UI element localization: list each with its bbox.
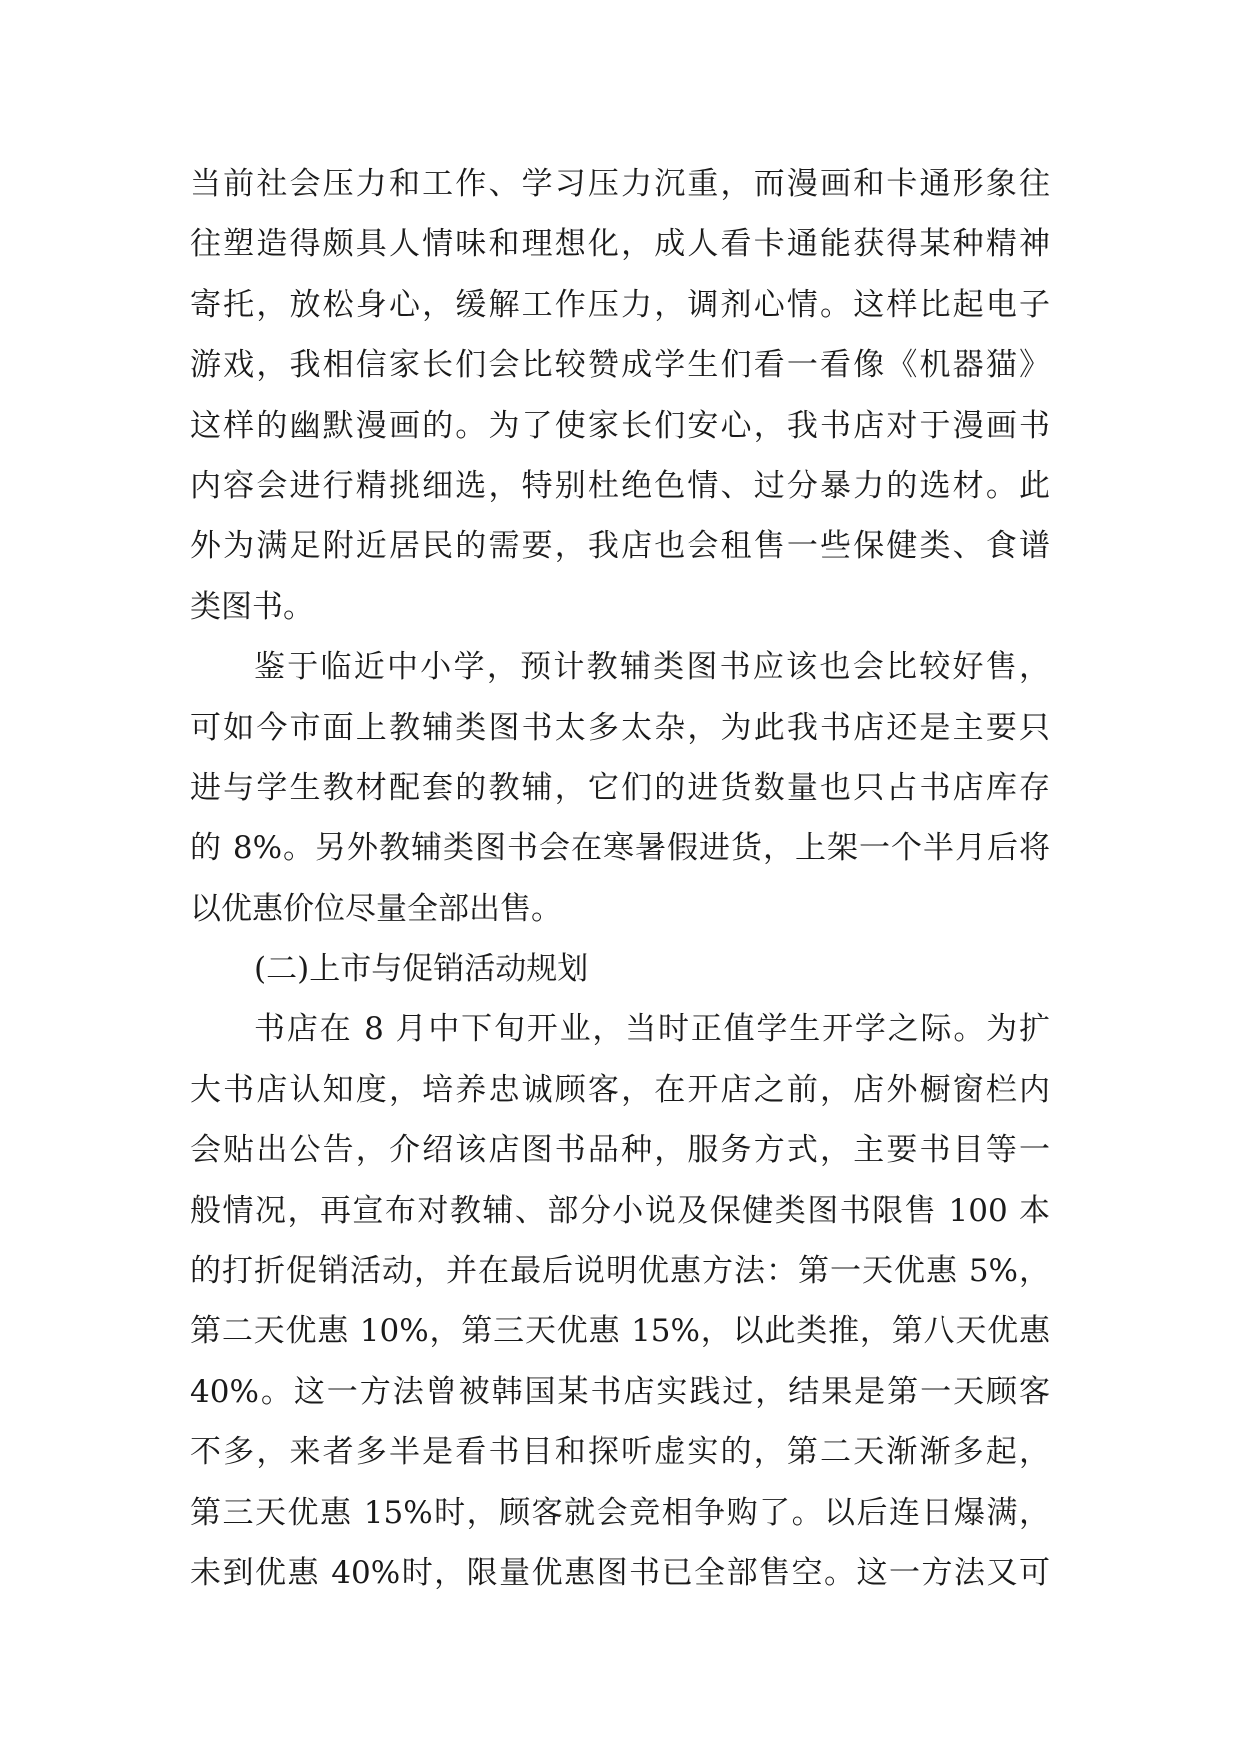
text-line: 可如今市面上教辅类图书太多太杂，为此我书店还是主要只 xyxy=(190,709,1050,746)
text-line: 大书店认知度，培养忠诚顾客，在开店之前，店外橱窗栏内 xyxy=(190,1071,1050,1108)
document-body xyxy=(190,154,1050,1603)
text-line: 以优惠价位尽量全部出售。 xyxy=(190,890,562,927)
text-line: 第三天优惠 15%时，顾客就会竞相争购了。以后连日爆满， xyxy=(190,1494,1050,1531)
text-line: 这样的幽默漫画的。为了使家长们安心，我书店对于漫画书 xyxy=(190,407,1050,444)
text-line: 内容会进行精挑细选，特别杜绝色情、过分暴力的选材。此 xyxy=(190,467,1050,504)
text-line: 寄托，放松身心，缓解工作压力，调剂心情。这样比起电子 xyxy=(190,286,1050,323)
text-line: 进与学生教材配套的教辅，它们的进货数量也只占书店库存 xyxy=(190,769,1050,806)
text-line: 外为满足附近居民的需要，我店也会租售一些保健类、食谱 xyxy=(190,528,1050,565)
text-line: 般情况，再宣布对教辅、部分小说及保健类图书限售 100 本 xyxy=(190,1192,1050,1229)
text-line: 的打折促销活动，并在最后说明优惠方法：第一天优惠 5%， xyxy=(190,1253,1050,1290)
text-line: 的 8%。另外教辅类图书会在寒暑假进货，上架一个半月后将 xyxy=(190,830,1050,867)
text-line: 往塑造得颇具人情味和理想化，成人看卡通能获得某种精神 xyxy=(190,226,1050,263)
text-line: 第二天优惠 10%，第三天优惠 15%，以此类推，第八天优惠 xyxy=(190,1313,1050,1350)
text-line: 会贴出公告，介绍该店图书品种，服务方式，主要书目等一 xyxy=(190,1132,1050,1169)
text-line: 不多，来者多半是看书目和探听虚实的，第二天渐渐多起， xyxy=(190,1434,1050,1471)
text-line: 书店在 8 月中下旬开业，当时正值学生开学之际。为扩 xyxy=(254,1011,1050,1048)
text-line: 当前社会压力和工作、学习压力沉重，而漫画和卡通形象往 xyxy=(190,166,1050,202)
text-line: 40%。这一方法曾被韩国某书店实践过，结果是第一天顾客 xyxy=(190,1373,1050,1410)
text-line: 类图书。 xyxy=(190,588,314,625)
section-heading: (二)上市与促销活动规划 xyxy=(254,951,589,988)
text-line: 游戏，我相信家长们会比较赞成学生们看一看像《机器猫》 xyxy=(190,347,1050,384)
text-line: 未到优惠 40%时，限量优惠图书已全部售空。这一方法又可 xyxy=(190,1554,1050,1591)
text-line: 鉴于临近中小学，预计教辅类图书应该也会比较好售， xyxy=(254,649,1050,686)
